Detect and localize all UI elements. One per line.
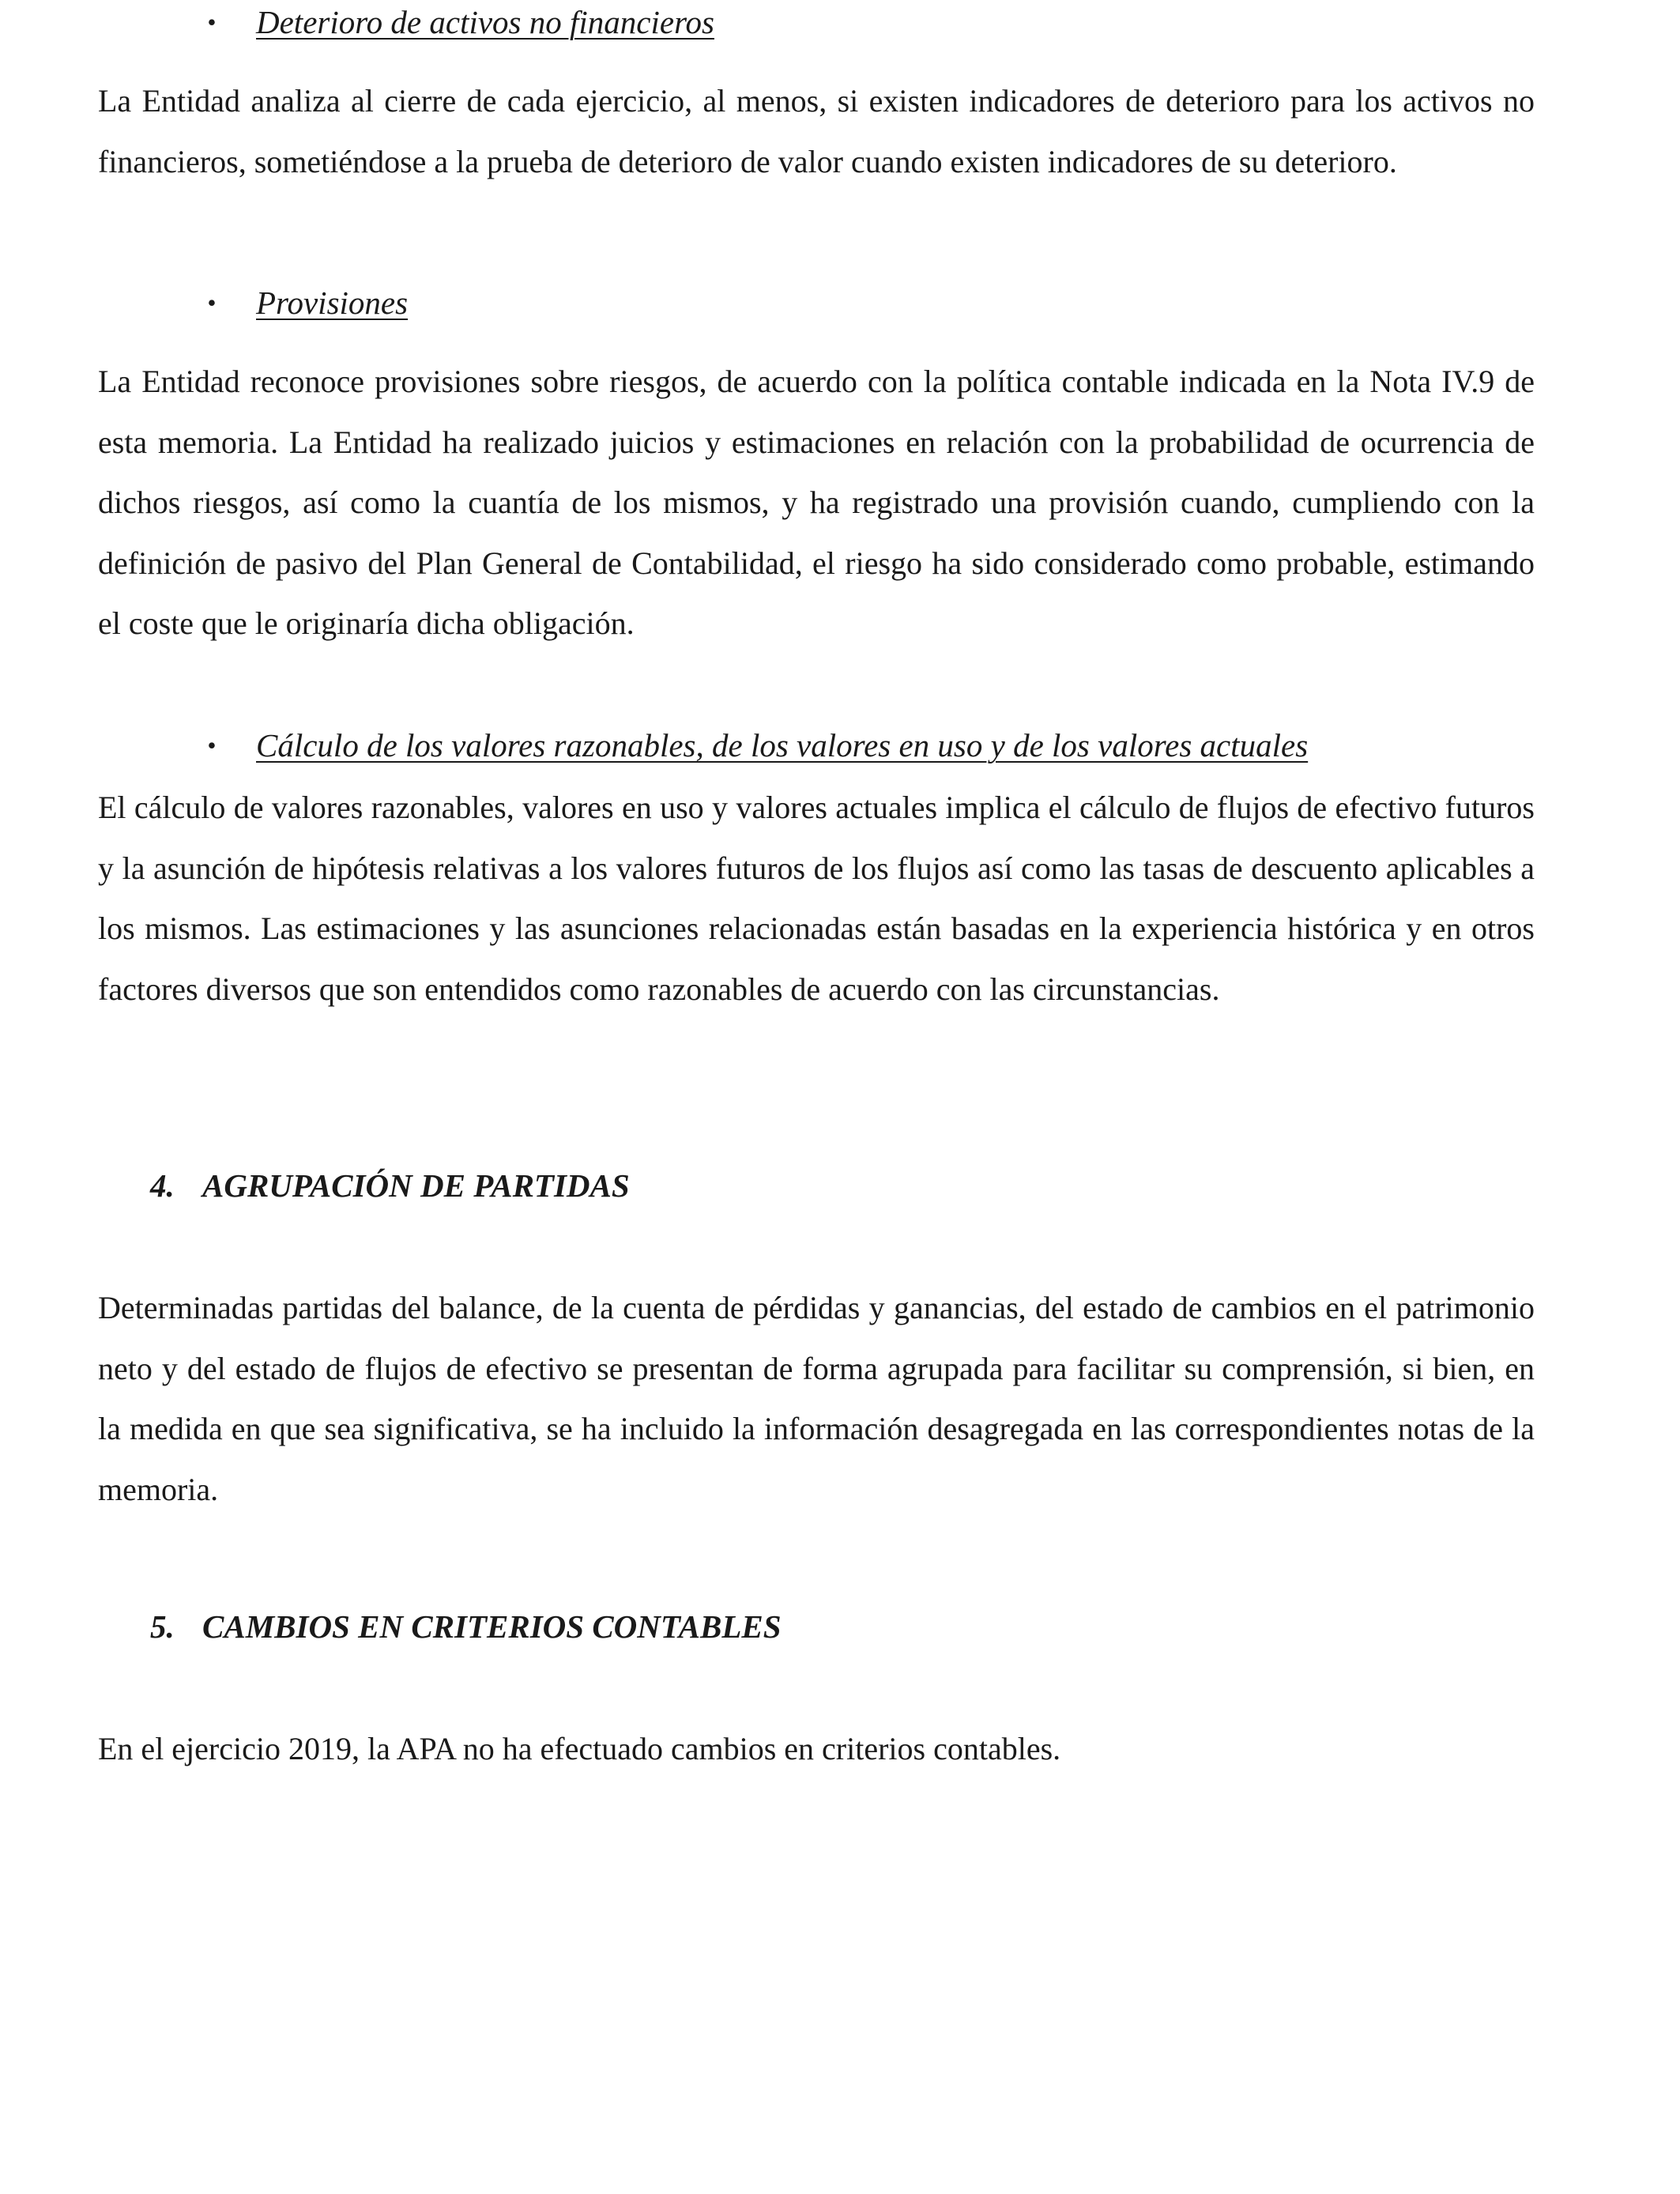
- subsection-title-provisiones: Provisiones: [256, 285, 409, 321]
- bullet-icon: •: [207, 731, 217, 760]
- paragraph-calculo: El cálculo de valores razonables, valores en uso y valores actuales implica el cálculo de flujos de efectivo futuros y la asunción de hipótesis relativas a los valores futuros de los flujos así como las tasas de descuento aplicables a los mismos. Las estimaciones y las asunciones relacionadas están basadas en la experiencia histórica y en otros factores diversos que son entendidos como razonables de acuerdo con las circunstancias.: [98, 790, 1535, 1007]
- subsection-title-deterioro: Deterioro de activos no financieros: [256, 4, 714, 40]
- paragraph-provisiones: La Entidad reconoce provisiones sobre riesgos, de acuerdo con la política contable indicada en la Nota IV.9 de esta memoria. La Entidad ha realizado juicios y estimaciones en relación con la probabilidad de ocurrencia de dichos riesgos, así como la cuantía de los mismos, y ha registrado una provisión cuando, cumpliendo con la definición de pasivo del Plan General de Contabilidad, el riesgo ha sido considerado como probable, estimando el coste que le originaría dicha obligación.: [98, 364, 1535, 641]
- section-number: 4.: [150, 1167, 175, 1204]
- paragraph-deterioro: La Entidad analiza al cierre de cada ejercicio, al menos, si existen indicadores de deterioro para los activos no financieros, sometiéndose a la prueba de deterioro de valor cuando existen indicadores de su deterioro.: [98, 83, 1535, 179]
- paragraph-agrupacion: Determinadas partidas del balance, de la cuenta de pérdidas y ganancias, del estado de cambios en el patrimonio neto y del estado de flujos de efectivo se presentan de forma agrupada para facilitar su comprensión, si bien, en la medida en que sea significativa, se ha incluido la información desagregada en las correspondientes notas de la memoria.: [98, 1290, 1535, 1507]
- paragraph-cambios: En el ejercicio 2019, la APA no ha efectuado cambios en criterios contables.: [98, 1731, 1061, 1766]
- section-title: AGRUPACIÓN DE PARTIDAS: [202, 1167, 630, 1204]
- bullet-icon: •: [207, 8, 217, 36]
- subsection-title-calculo: Cálculo de los valores razonables, de los valores en uso y de los valores actuales: [256, 727, 1309, 763]
- section-title: CAMBIOS EN CRITERIOS CONTABLES: [202, 1608, 782, 1645]
- section-heading-agrupacion: [150, 1163, 630, 1208]
- section-heading-cambios: [150, 1604, 782, 1649]
- section-number: 5.: [150, 1608, 175, 1645]
- bullet-icon: •: [207, 288, 217, 317]
